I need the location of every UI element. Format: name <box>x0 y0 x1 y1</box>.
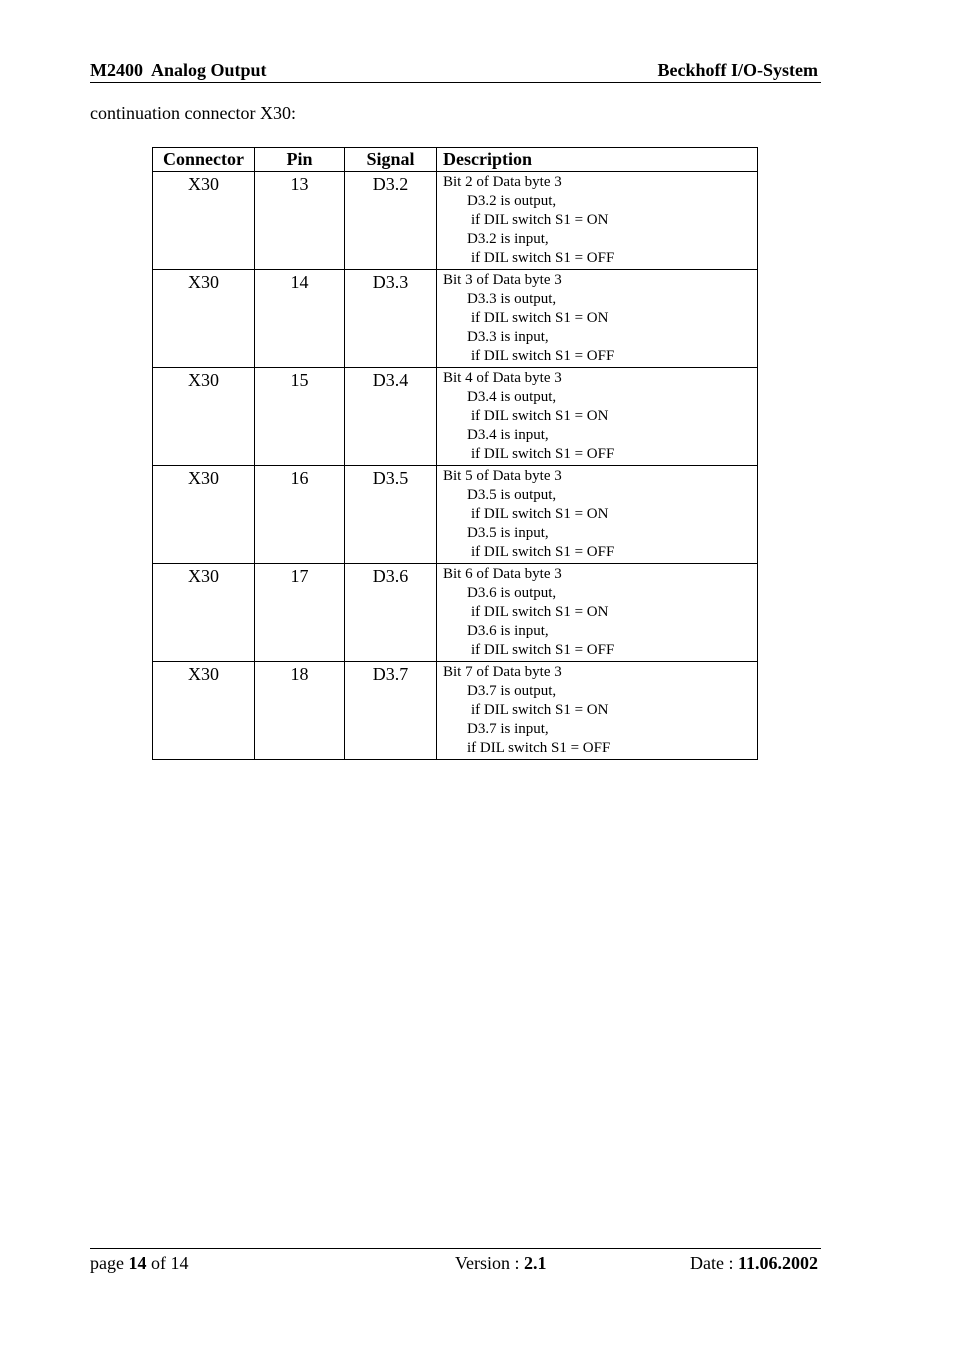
document-title: M2400 Analog Output <box>90 60 267 80</box>
connector-cell: X30 <box>153 662 255 760</box>
connector-table <box>152 147 758 760</box>
signal-cell: D3.6 <box>345 564 437 662</box>
date-value: 11.06.2002 <box>737 1253 818 1273</box>
description-cell <box>437 564 758 662</box>
description-line: if DIL switch S1 = ON <box>471 310 609 326</box>
connector-cell: X30 <box>153 270 255 368</box>
column-header-connector: Connector <box>153 148 255 172</box>
pin-cell: 13 <box>255 172 345 270</box>
page-suffix: of 14 <box>146 1253 189 1273</box>
description-cell <box>437 172 758 270</box>
signal-cell: D3.2 <box>345 172 437 270</box>
description-line: D3.7 is input, <box>467 721 549 737</box>
pin-cell: 17 <box>255 564 345 662</box>
description-line: Bit 7 of Data byte 3 <box>443 664 562 680</box>
description-line: if DIL switch S1 = ON <box>471 506 609 522</box>
description-line: if DIL switch S1 = ON <box>471 212 609 228</box>
version-label: Version : <box>455 1253 524 1273</box>
version-value: 2.1 <box>524 1253 547 1273</box>
column-header-description: Description <box>437 148 758 172</box>
pin-cell: 18 <box>255 662 345 760</box>
description-line: D3.6 is input, <box>467 623 549 639</box>
page-header <box>90 58 821 83</box>
signal-cell: D3.3 <box>345 270 437 368</box>
table-row <box>153 172 758 270</box>
description-line: D3.5 is output, <box>467 487 557 503</box>
table-row <box>153 466 758 564</box>
connector-cell: X30 <box>153 172 255 270</box>
version-info <box>455 1253 547 1274</box>
description-line: if DIL switch S1 = OFF <box>471 446 615 462</box>
description-line: if DIL switch S1 = OFF <box>471 348 615 364</box>
section-intro: continuation connector X30: <box>90 103 296 123</box>
page-current: 14 <box>128 1253 147 1273</box>
connector-cell: X30 <box>153 564 255 662</box>
description-line: Bit 2 of Data byte 3 <box>443 174 562 190</box>
signal-cell: D3.4 <box>345 368 437 466</box>
description-line: if DIL switch S1 = OFF <box>471 250 615 266</box>
date-label: Date : <box>690 1253 738 1273</box>
table-header-row <box>153 148 758 172</box>
publisher-name: Beckhoff I/O-System <box>657 60 818 80</box>
description-cell <box>437 466 758 564</box>
description-line: if DIL switch S1 = OFF <box>471 544 615 560</box>
description-line: D3.6 is output, <box>467 585 557 601</box>
description-line: D3.4 is input, <box>467 427 549 443</box>
description-cell <box>437 662 758 760</box>
date-info <box>690 1253 818 1274</box>
signal-cell: D3.5 <box>345 466 437 564</box>
pin-cell: 16 <box>255 466 345 564</box>
description-line: D3.3 is output, <box>467 291 557 307</box>
description-line: Bit 6 of Data byte 3 <box>443 566 562 582</box>
description-line: D3.2 is output, <box>467 193 557 209</box>
description-line: if DIL switch S1 = ON <box>471 702 609 718</box>
description-line: D3.4 is output, <box>467 389 557 405</box>
page-number <box>90 1253 188 1274</box>
description-line: Bit 4 of Data byte 3 <box>443 370 562 386</box>
description-line: if DIL switch S1 = ON <box>471 408 609 424</box>
page-prefix: page <box>90 1253 129 1273</box>
table-row <box>153 564 758 662</box>
table-row <box>153 662 758 760</box>
description-line: D3.3 is input, <box>467 329 549 345</box>
connector-cell: X30 <box>153 466 255 564</box>
description-line: if DIL switch S1 = ON <box>471 604 609 620</box>
description-line: if DIL switch S1 = OFF <box>471 642 615 658</box>
description-cell <box>437 368 758 466</box>
signal-cell: D3.7 <box>345 662 437 760</box>
connector-cell: X30 <box>153 368 255 466</box>
description-line: Bit 3 of Data byte 3 <box>443 272 562 288</box>
description-line: D3.2 is input, <box>467 231 549 247</box>
column-header-signal: Signal <box>345 148 437 172</box>
page-footer <box>90 1248 821 1279</box>
table-row <box>153 368 758 466</box>
description-line: Bit 5 of Data byte 3 <box>443 468 562 484</box>
description-line: D3.7 is output, <box>467 683 557 699</box>
description-line: if DIL switch S1 = OFF <box>467 740 611 756</box>
table-row <box>153 270 758 368</box>
column-header-pin: Pin <box>255 148 345 172</box>
pin-cell: 15 <box>255 368 345 466</box>
description-line: D3.5 is input, <box>467 525 549 541</box>
description-cell <box>437 270 758 368</box>
pin-cell: 14 <box>255 270 345 368</box>
